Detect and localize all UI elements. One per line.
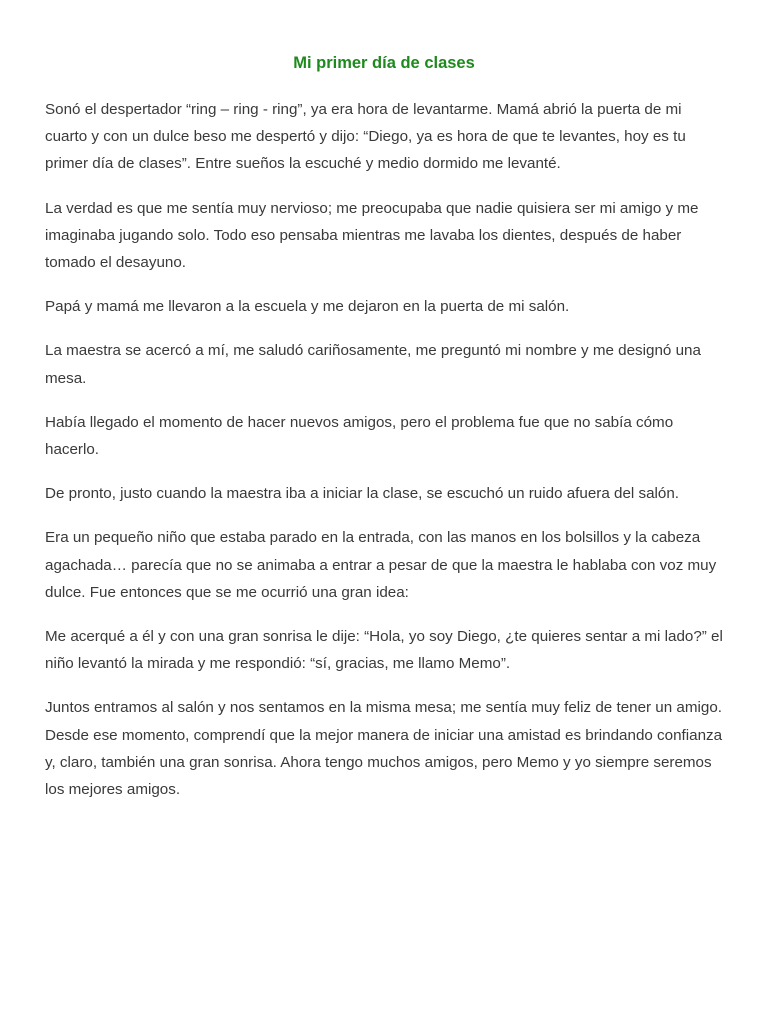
paragraph-9: Juntos entramos al salón y nos sentamos en la misma mesa; me sentía muy feliz de tener un amigo. Desde ese momento, comprendí que la mejor manera de iniciar una amistad es brindando confianza y, claro, también una gran sonrisa. Ahora tengo muchos amigos, pero Memo y yo siempre seremos los mejores amigos.: [45, 699, 723, 799]
document-title: Mi primer día de clases: [293, 54, 475, 72]
paragraph-4: La maestra se acercó a mí, me saludó cariñosamente, me preguntó mi nombre y me designó una mesa.: [45, 342, 701, 387]
paragraph-1: Sonó el despertador “ring – ring - ring”, ya era hora de levantarme. Mamá abrió la puerta de mi cuarto y con un dulce beso me despertó y dijo: “Diego, ya es hora de que te levantes, hoy es tu primer día de clases”. Entre sueños la escuché y medio dormido me levanté.: [45, 101, 686, 173]
paragraph-2: La verdad es que me sentía muy nervioso; me preocupaba que nadie quisiera ser mi amigo y me imaginaba jugando solo. Todo eso pensaba mientras me lavaba los dientes, después de haber tomado el desayuno.: [45, 199, 699, 272]
paragraph-6: De pronto, justo cuando la maestra iba a iniciar la clase, se escuchó un ruido afuera del salón.: [45, 485, 680, 503]
paragraph-8: Me acerqué a él y con una gran sonrisa le dije: “Hola, yo soy Diego, ¿te quieres sentar a mi lado?” el niño levantó la mirada y me respondió: “sí, gracias, me llamo Memo”.: [45, 628, 723, 673]
paragraph-7: Era un pequeño niño que estaba parado en la entrada, con las manos en los bolsillos y la cabeza agachada… parecía que no se animaba a entrar a pesar de que la maestra le hablaba con voz muy dulce. Fue entonces que se me ocurrió una gran idea:: [45, 529, 717, 601]
paragraph-3: Papá y mamá me llevaron a la escuela y me dejaron en la puerta de mi salón.: [45, 298, 570, 316]
paragraph-5: Había llegado el momento de hacer nuevos amigos, pero el problema fue que no sabía cómo hacerlo.: [45, 413, 674, 459]
document-body: [45, 96, 725, 820]
